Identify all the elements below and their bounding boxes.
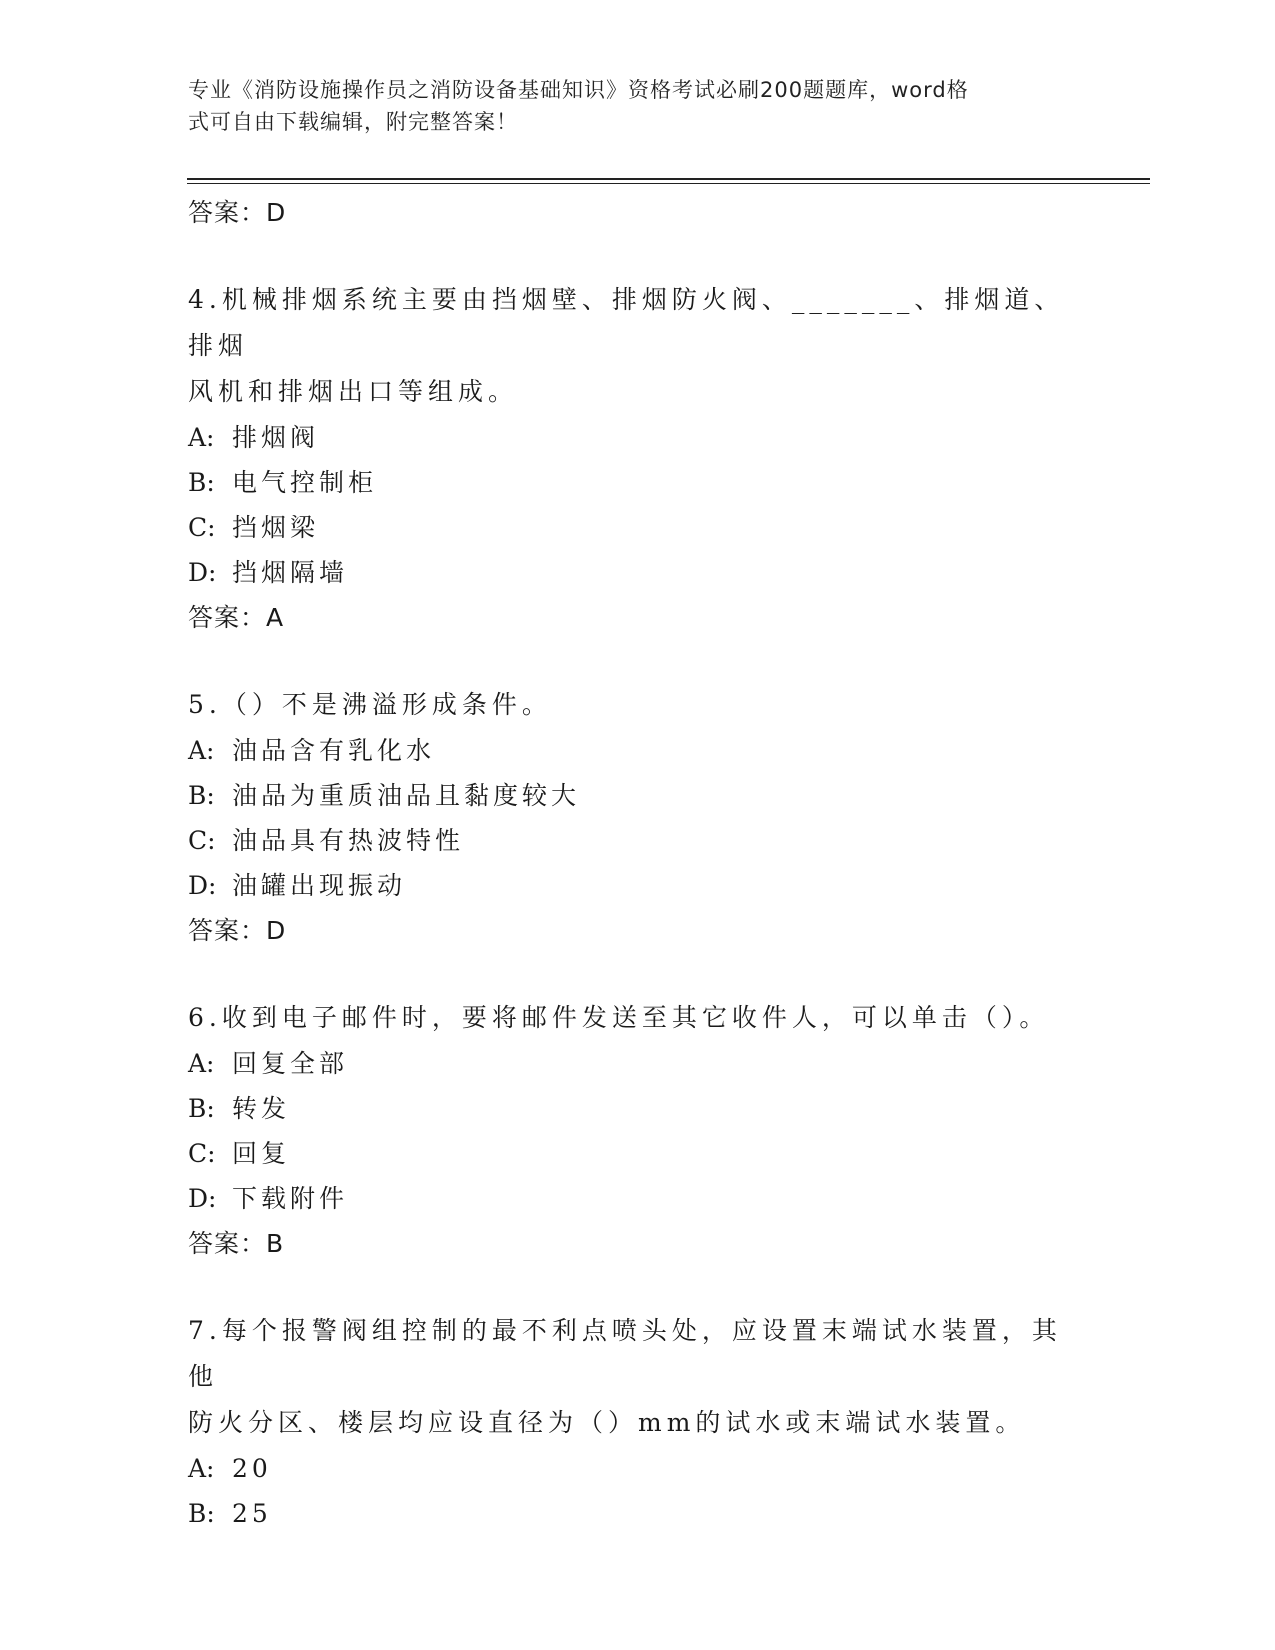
option-text: 挡烟隔墙	[232, 558, 349, 587]
question-list	[188, 190, 1088, 1536]
option-letter: D:	[188, 1184, 217, 1213]
option-b	[188, 1491, 1088, 1536]
option-text: 油罐出现振动	[232, 871, 407, 900]
option-letter: B:	[188, 468, 215, 497]
option-letter: A:	[188, 1454, 215, 1483]
option-letter: C:	[188, 826, 216, 855]
option-a	[188, 1041, 1088, 1086]
option-letter: A:	[188, 423, 215, 452]
option-d	[188, 1176, 1088, 1221]
question-stem	[188, 995, 1088, 1041]
question-stem	[188, 1308, 1088, 1446]
option-text: 油品含有乳化水	[232, 736, 436, 765]
option-letter: C:	[188, 1139, 216, 1168]
option-text: 回复	[232, 1139, 291, 1168]
header-line-2: 式可自由下载编辑，附完整答案！	[188, 110, 518, 134]
option-text: 油品为重质油品且黏度较大	[232, 781, 581, 810]
question-4	[188, 277, 1088, 641]
option-b	[188, 773, 1088, 818]
option-text: 挡烟梁	[232, 513, 320, 542]
option-c	[188, 818, 1088, 863]
option-letter: B:	[188, 1499, 215, 1528]
answer-line: 答案：B	[188, 1229, 285, 1258]
option-d	[188, 863, 1088, 908]
option-letter: B:	[188, 1094, 215, 1123]
option-letter: D:	[188, 558, 217, 587]
header-divider-thin	[187, 183, 1150, 184]
option-a	[188, 728, 1088, 773]
header-divider-thick	[187, 178, 1150, 180]
option-letter: D:	[188, 871, 217, 900]
option-d	[188, 550, 1088, 595]
header-line-1: 专业《消防设施操作员之消防设备基础知识》资格考试必刷200题题库，word格	[188, 78, 969, 102]
option-letter: A:	[188, 736, 215, 765]
question-stem-line: 4.机械排烟系统主要由挡烟壁、排烟防火阀、_______、排烟道、排烟	[188, 285, 1065, 360]
option-letter: A:	[188, 1049, 215, 1078]
question-stem	[188, 682, 1088, 728]
question-6	[188, 995, 1088, 1267]
answer-line: 答案：A	[188, 603, 285, 632]
option-letter: C:	[188, 513, 216, 542]
option-text: 电气控制柜	[232, 468, 378, 497]
question-7	[188, 1308, 1088, 1536]
option-letter: B:	[188, 781, 215, 810]
question-stem-line: 风机和排烟出口等组成。	[188, 377, 519, 406]
option-a	[188, 415, 1088, 460]
option-text: 排烟阀	[232, 423, 320, 452]
question-stem-line: 防火分区、楼层均应设直径为（）mm的试水或末端试水装置。	[188, 1408, 1026, 1437]
option-c	[188, 1131, 1088, 1176]
question-stem-line: 6.收到电子邮件时，要将邮件发送至其它收件人，可以单击（）。	[188, 1003, 1050, 1032]
question-stem	[188, 277, 1088, 415]
option-c	[188, 505, 1088, 550]
answer-line: 答案：D	[188, 916, 287, 945]
option-b	[188, 1086, 1088, 1131]
question-stem-line: 5.（）不是沸溢形成条件。	[188, 690, 552, 719]
option-text: 下载附件	[232, 1184, 349, 1213]
option-text: 转发	[232, 1094, 291, 1123]
option-text: 25	[232, 1499, 272, 1528]
option-text: 回复全部	[232, 1049, 349, 1078]
option-a	[188, 1446, 1088, 1491]
option-b	[188, 460, 1088, 505]
option-text: 20	[232, 1454, 272, 1483]
document-header	[188, 74, 1088, 138]
question-5	[188, 682, 1088, 954]
question-stem-line: 7.每个报警阀组控制的最不利点喷头处，应设置末端试水装置，其他	[188, 1316, 1062, 1391]
answer-line: 答案：D	[188, 198, 287, 227]
option-text: 油品具有热波特性	[232, 826, 465, 855]
